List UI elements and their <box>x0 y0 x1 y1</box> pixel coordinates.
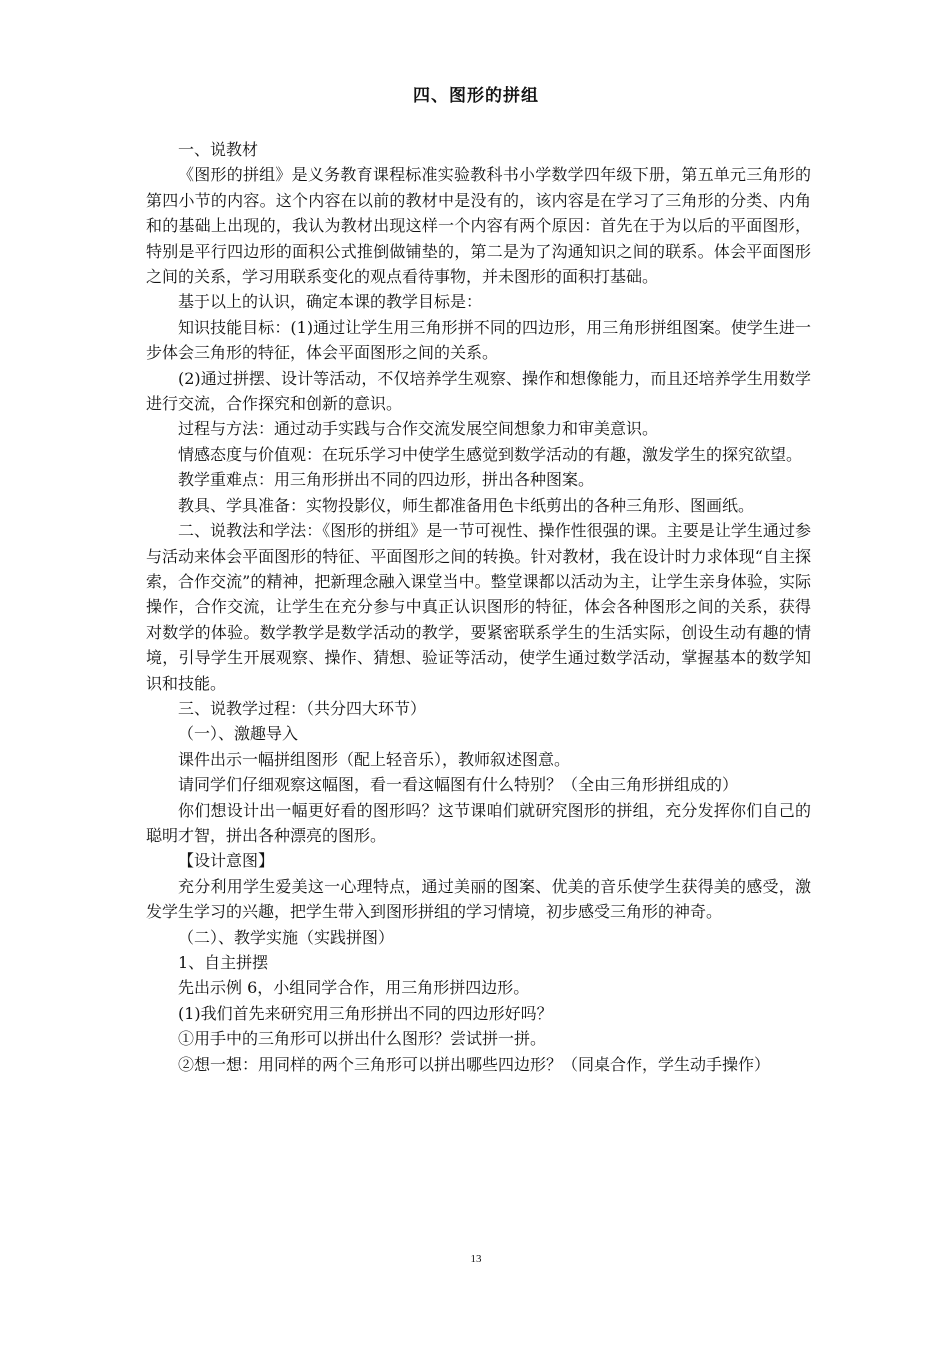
paragraph-step-1: ①用手中的三角形可以拼出什么图形？尝试拼一拼。 <box>178 1029 547 1049</box>
paragraph-design-question: 你们想设计出一幅更好看的图形吗？这节课咱们就研究图形的拼组，充分发挥你们自己的聪明才智，拼出各种漂亮的图形。 <box>146 800 811 845</box>
paragraph-question-1: (1)我们首先来研究用三角形拼出不同的四边形好吗？ <box>178 1003 553 1023</box>
document-body <box>146 137 811 1077</box>
subsection-heading-intro: （一）、激趣导入 <box>178 724 299 744</box>
paragraph-knowledge-goal-2: (2)通过拼摆、设计等活动，不仅培养学生观察、操作和想像能力，而且还培养学生用数学进行交流，合作探究和创新的意识。 <box>146 368 811 414</box>
section-heading-process: 三、说教学过程：（共分四大环节） <box>178 698 427 718</box>
document-title: 四、图形的拼组 <box>413 86 539 106</box>
paragraph-example-6: 先出示例 6，小组同学合作，用三角形拼四边形。 <box>178 978 530 998</box>
paragraph-step-2: ②想一想：用同样的两个三角形可以拼出哪些四边形？（同桌合作，学生动手操作） <box>178 1054 771 1074</box>
item-self-arrange: 1、自主拼摆 <box>178 953 269 972</box>
paragraph-courseware: 课件出示一幅拼组图形（配上轻音乐），教师叙述图意。 <box>178 749 571 769</box>
paragraph-emotion-attitude: 情感态度与价值观：在玩乐学习中使学生感觉到数学活动的有趣，激发学生的探究欲望。 <box>178 444 803 464</box>
paragraph-design-intent: 充分利用学生爱美这一心理特点，通过美丽的图案、优美的音乐使学生获得美的感受，激发学生学习的兴趣，把学生带入到图形拼组的学习情境，初步感受三角形的神奇。 <box>146 876 811 922</box>
paragraph-knowledge-goal: 知识技能目标：(1)通过让学生用三角形拼不同的四边形，用三角形拼组图案。使学生进一步体会三角形的特征，体会平面图形之间的关系。 <box>146 317 811 363</box>
page-number: 13 <box>470 1253 482 1265</box>
paragraph-process-method: 过程与方法：通过动手实践与合作交流发展空间想象力和审美意识。 <box>178 419 659 439</box>
section-heading-textbook: 一、说教材 <box>178 140 259 159</box>
paragraph-goals-intro: 基于以上的认识，确定本课的教学目标是： <box>178 292 483 312</box>
paragraph-teaching-method: 二、说教法和学法：《图形的拼组》是一节可视性、操作性很强的课。主要是让学生通过参与活动来体会平面图形的特征、平面图形之间的转换。针对教材，我在设计时力求体现“自主探索，合作交流”的精神，把新理念融入课堂当中。整堂课都以活动为主，让学生亲身体验，实际操作，合作交流，让学生在充分参与中真正认识图形的特征，体会各种图形之间的关系，获得对数学的体验。数学教学是数学活动的教学，要紧密联系学生的生活实际，创设生动有趣的情境，引导学生开展观察、操作、猜想、验证等活动，使学生通过数学活动，掌握基本的数学知识和技能。 <box>146 521 811 693</box>
paragraph-textbook-intro: 《图形的拼组》是义务教育课程标准实验教科书小学数学四年级下册，第五单元三角形的第四小节的内容。这个内容在以前的教材中是没有的，该内容是在学习了三角形的分类、内角和的基础上出现的，我认为教材出现这样一个内容有两个原因：首先在于为以后的平面图形，特别是平行四边形的面积公式推倒做铺垫的，第二是为了沟通知识之间的联系。体会平面图形之间的关系，学习用联系变化的观点看待事物，并未图形的面积打基础。 <box>146 165 811 287</box>
paragraph-teaching-tools: 教具、学具准备：实物投影仪，师生都准备用色卡纸剪出的各种三角形、图画纸。 <box>178 495 755 515</box>
label-design-intent: 【设计意图】 <box>178 851 275 871</box>
paragraph-key-difficulty: 教学重难点：用三角形拼出不同的四边形，拼出各种图案。 <box>178 470 595 490</box>
subsection-heading-practice: （二）、教学实施（实践拼图） <box>178 927 395 947</box>
paragraph-observe-question: 请同学们仔细观察这幅图，看一看这幅图有什么特别？（全由三角形拼组成的） <box>178 775 739 795</box>
